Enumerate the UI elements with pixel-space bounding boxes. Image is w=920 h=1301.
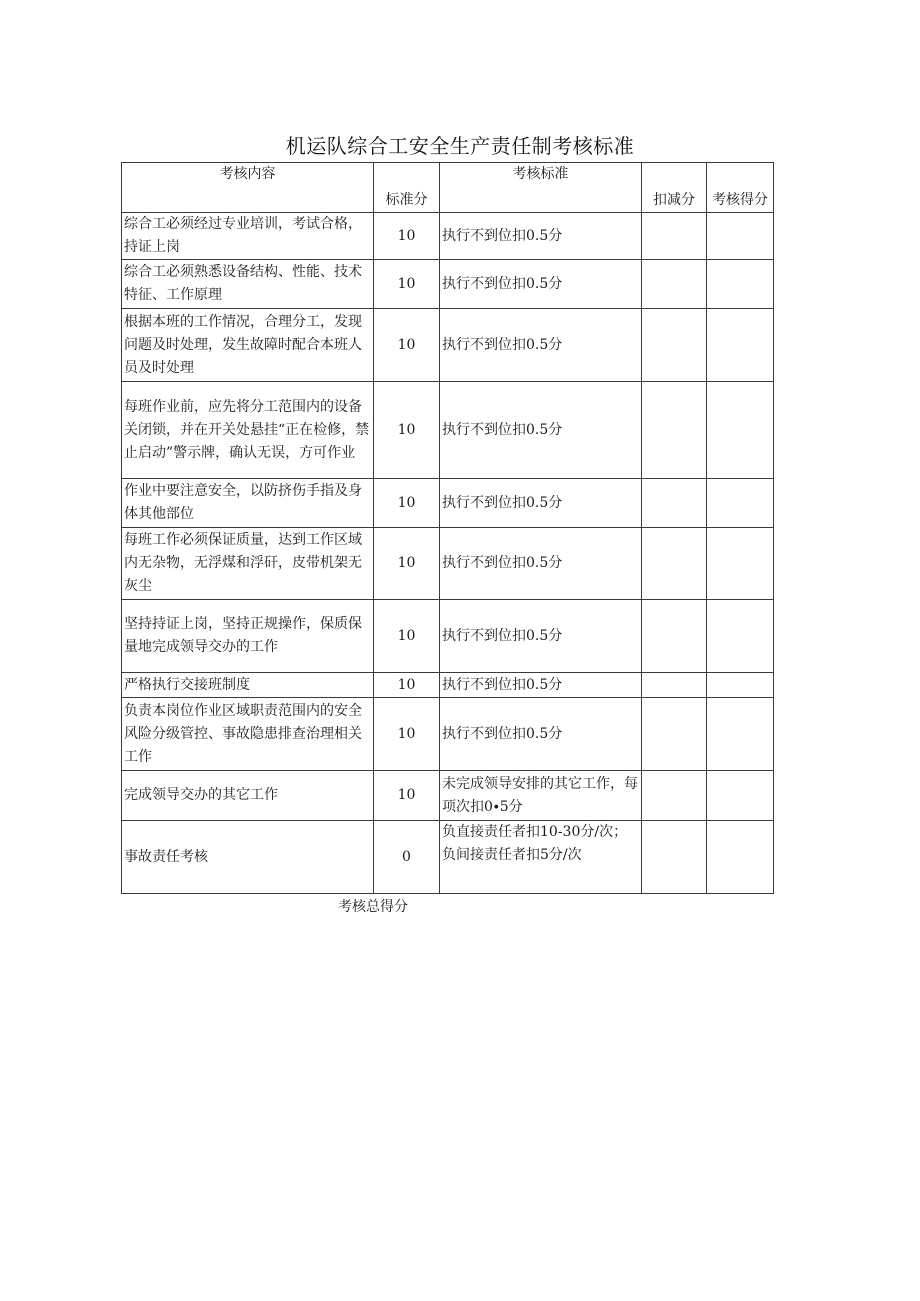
row-criteria: 执行不到位扣0.5分 [440,479,642,528]
row-content: 事故责任考核 [122,821,374,894]
row-content: 根据本班的工作情况，合理分工，发现问题及时处理，发生故障时配合本班人员及时处理 [122,309,374,382]
row-criteria: 执行不到位扣0.5分 [440,673,642,698]
row-content: 完成领导交办的其它工作 [122,771,374,821]
row-deduction[interactable] [642,479,707,528]
row-standard-score: 10 [374,600,440,673]
table-row [122,382,774,479]
row-score[interactable] [707,673,774,698]
row-criteria: 执行不到位扣0.5分 [440,260,642,309]
row-deduction[interactable] [642,260,707,309]
row-criteria: 执行不到位扣0.5分 [440,382,642,479]
document-title: 机运队综合工安全生产责任制考核标准 [285,134,635,158]
row-deduction[interactable] [642,528,707,600]
header-score: 考核得分 [707,163,774,213]
row-standard-score: 10 [374,213,440,260]
row-score[interactable] [707,821,774,894]
row-content: 坚持持证上岗，坚持正规操作，保质保量地完成领导交办的工作 [122,600,374,673]
row-standard-score: 10 [374,771,440,821]
row-score[interactable] [707,698,774,771]
row-deduction[interactable] [642,600,707,673]
table-row [122,213,774,260]
table-row [122,821,774,894]
row-score[interactable] [707,309,774,382]
row-criteria: 执行不到位扣0.5分 [440,528,642,600]
row-standard-score: 10 [374,673,440,698]
table-row [122,600,774,673]
row-score[interactable] [707,479,774,528]
row-criteria: 执行不到位扣0.5分 [440,600,642,673]
header-deduction: 扣减分 [642,163,707,213]
row-content: 每班工作必须保证质量，达到工作区域内无杂物，无浮煤和浮矸，皮带机架无灰尘 [122,528,374,600]
row-content: 作业中要注意安全，以防挤伤手指及身体其他部位 [122,479,374,528]
row-deduction[interactable] [642,771,707,821]
table-row [122,771,774,821]
row-criteria: 执行不到位扣0.5分 [440,698,642,771]
row-criteria: 执行不到位扣0.5分 [440,309,642,382]
row-deduction[interactable] [642,698,707,771]
header-content: 考核内容 [122,163,374,213]
row-deduction[interactable] [642,382,707,479]
row-deduction[interactable] [642,213,707,260]
table-row [122,260,774,309]
row-score[interactable] [707,600,774,673]
row-content: 综合工必须熟悉设备结构、性能、技术特征、工作原理 [122,260,374,309]
row-standard-score: 0 [374,821,440,894]
row-standard-score: 10 [374,479,440,528]
row-standard-score: 10 [374,260,440,309]
header-standard-score: 标准分 [374,163,440,213]
row-score[interactable] [707,382,774,479]
table-row [122,309,774,382]
table-row [122,698,774,771]
row-content: 每班作业前，应先将分工范围内的设备关闭锁，并在开关处悬挂“正在检修，禁止启动”警示牌，确认无误，方可作业 [122,382,374,479]
total-score-label: 考核总得分 [338,899,408,915]
row-score[interactable] [707,771,774,821]
row-score[interactable] [707,213,774,260]
row-deduction[interactable] [642,673,707,698]
row-criteria: 未完成领导安排的其它工作，每项次扣0∙5分 [440,771,642,821]
header-criteria: 考核标准 [440,163,642,213]
row-score[interactable] [707,260,774,309]
table-header-row [122,163,774,213]
table-row [122,479,774,528]
row-standard-score: 10 [374,528,440,600]
table-row [122,528,774,600]
row-deduction[interactable] [642,821,707,894]
row-criteria: 负直接责任者扣10-30分/次；负间接责任者扣5分/次 [440,821,642,894]
row-standard-score: 10 [374,698,440,771]
row-score[interactable] [707,528,774,600]
row-content: 综合工必须经过专业培训，考试合格，持证上岗 [122,213,374,260]
row-deduction[interactable] [642,309,707,382]
row-content: 负责本岗位作业区域职责范围内的安全风险分级管控、事故隐患排查治理相关工作 [122,698,374,771]
row-standard-score: 10 [374,382,440,479]
row-content: 严格执行交接班制度 [122,673,374,698]
row-criteria: 执行不到位扣0.5分 [440,213,642,260]
table-row [122,673,774,698]
row-standard-score: 10 [374,309,440,382]
assessment-table [121,162,774,894]
